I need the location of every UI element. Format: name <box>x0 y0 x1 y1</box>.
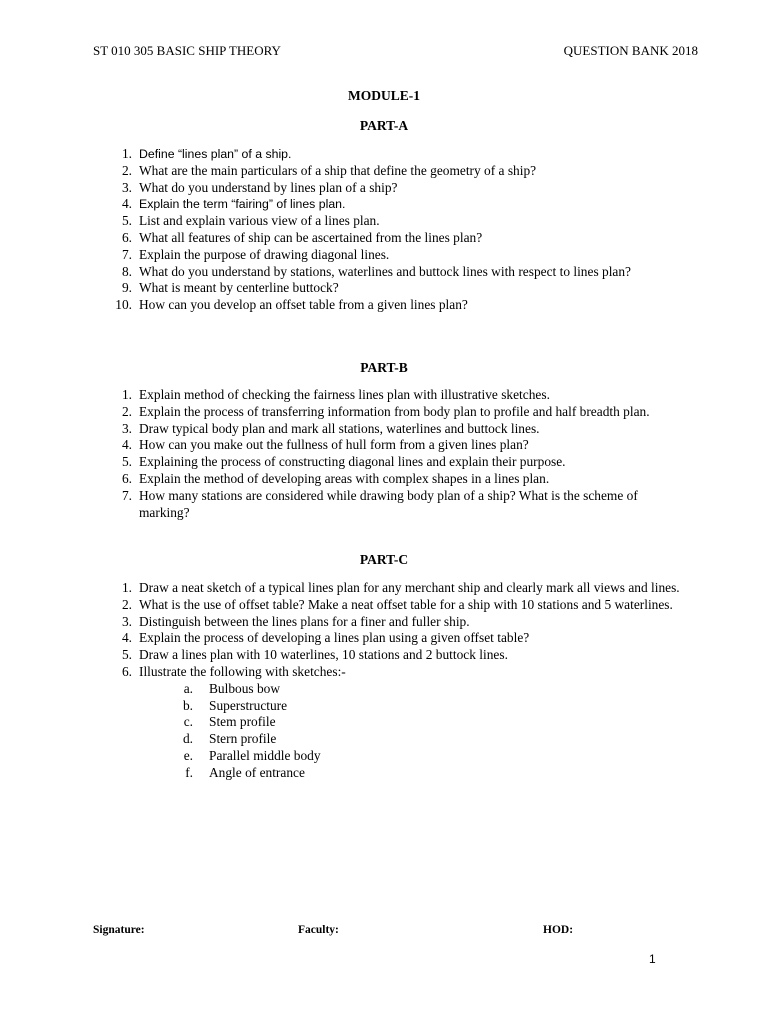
list-item: 6. What all features of ship can be ascertained from the lines plan? <box>106 230 682 247</box>
module-title: MODULE-1 <box>348 88 420 103</box>
question-text: Explaining the process of constructing diagonal lines and explain their purpose. <box>139 454 566 470</box>
list-item: 6. Explain the method of developing areas with complex shapes in a lines plan. <box>106 471 682 488</box>
list-item: 9. What is meant by centerline buttock? <box>106 280 682 297</box>
question-text: Draw typical body plan and mark all stations, waterlines and buttock lines. <box>139 420 540 436</box>
list-item: 4. Explain the term “fairing” of lines plan. <box>106 196 682 213</box>
question-text: How can you make out the fullness of hull form from a given lines plan? <box>139 437 529 453</box>
list-item: 3. What do you understand by lines plan of a ship? <box>106 180 682 197</box>
question-text: What are the main particulars of a ship that define the geometry of a ship? <box>139 162 537 178</box>
header-question-bank: QUESTION BANK 2018 <box>563 43 698 58</box>
list-item: 2. Explain the process of transferring information from body plan to profile and half breadth plan. <box>106 404 682 421</box>
question-text: What is meant by centerline buttock? <box>139 280 339 296</box>
sub-list-item: e. Parallel middle body <box>183 747 321 763</box>
part-c-list <box>106 580 682 782</box>
part-b-list <box>106 387 682 521</box>
question-text: How many stations are considered while drawing body plan of a ship? What is the scheme of marking? <box>139 487 638 520</box>
part-a-title: PART-A <box>359 118 409 133</box>
question-text: Draw a neat sketch of a typical lines plan for any merchant ship and clearly mark all views and lines. <box>139 580 680 595</box>
question-text: Explain the process of transferring information from body plan to profile and half breadth plan. <box>139 403 650 419</box>
list-item: 3. Draw typical body plan and mark all stations, waterlines and buttock lines. <box>106 421 682 438</box>
sub-list-item: f. Angle of entrance <box>185 764 305 780</box>
question-text: Illustrate the following with sketches:- <box>139 663 346 679</box>
list-item: 5. List and explain various view of a lines plan. <box>106 213 682 230</box>
question-text: What do you understand by stations, waterlines and buttock lines with respect to lines plan? <box>139 263 631 279</box>
sub-list-item: a. Bulbous bow <box>183 680 281 696</box>
list-item: 6. Illustrate the following with sketches:- a. Bulbous bow b. Superstructure c. Stem profile d. Stern profile e. Parallel middle body f. Angle of entrance <box>106 664 682 782</box>
part-b-title: PART-B <box>360 360 408 375</box>
question-text: Draw a lines plan with 10 waterlines, 10 stations and 2 buttock lines. <box>139 647 508 663</box>
question-text: Explain the process of developing a lines plan using a given offset table? <box>139 630 530 646</box>
list-item: 3. Distinguish between the lines plans for a finer and fuller ship. <box>106 614 682 631</box>
list-item: 4. How can you make out the fullness of hull form from a given lines plan? <box>106 437 682 454</box>
question-text: Explain the term “fairing” of lines plan. <box>139 197 346 212</box>
list-item: 8. What do you understand by stations, waterlines and buttock lines with respect to lines plan? <box>106 264 682 281</box>
list-item: 4. Explain the process of developing a lines plan using a given offset table? <box>106 630 682 647</box>
question-text: Explain method of checking the fairness lines plan with illustrative sketches. <box>139 387 550 402</box>
list-item: 1. Define “lines plan” of a ship. <box>106 146 682 163</box>
list-item: 1. Explain method of checking the fairness lines plan with illustrative sketches. <box>106 387 682 404</box>
list-item: 2. What is the use of offset table? Make a neat offset table for a ship with 10 stations and 5 waterlines. <box>106 597 682 614</box>
sub-list-item: c. Stem profile <box>183 714 276 730</box>
header-course: ST 010 305 BASIC SHIP THEORY <box>93 43 281 58</box>
question-text: Define “lines plan” of a ship. <box>139 147 292 161</box>
page-number: 1 <box>649 952 656 966</box>
sub-list-item: b. Superstructure <box>182 697 288 713</box>
page-header <box>93 43 698 61</box>
sub-list-item: d. Stern profile <box>182 731 277 747</box>
part-c-title: PART-C <box>359 552 409 567</box>
signature-label: Signature: <box>93 924 145 936</box>
question-text: What do you understand by lines plan of a ship? <box>139 179 398 195</box>
question-text: What is the use of offset table? Make a neat offset table for a ship with 10 stations and 5 waterlines. <box>139 596 673 612</box>
question-text: How can you develop an offset table from a given lines plan? <box>139 297 468 313</box>
list-item: 1. Draw a neat sketch of a typical lines plan for any merchant ship and clearly mark all views and lines. <box>106 580 682 597</box>
list-item: 7. How many stations are considered while drawing body plan of a ship? What is the scheme of marking? <box>106 488 682 522</box>
sketch-sublist <box>139 681 682 782</box>
question-text: List and explain various view of a lines plan. <box>139 213 380 229</box>
list-item: 5. Explaining the process of constructing diagonal lines and explain their purpose. <box>106 454 682 471</box>
faculty-label: Faculty: <box>298 924 339 936</box>
list-item: 5. Draw a lines plan with 10 waterlines, 10 stations and 2 buttock lines. <box>106 647 682 664</box>
list-item: 10. How can you develop an offset table from a given lines plan? <box>106 297 682 314</box>
question-text: Explain the method of developing areas with complex shapes in a lines plan. <box>139 470 550 486</box>
question-text: Distinguish between the lines plans for a finer and fuller ship. <box>139 613 470 629</box>
hod-label: HOD: <box>543 924 574 936</box>
list-item: 2. What are the main particulars of a ship that define the geometry of a ship? <box>106 163 682 180</box>
question-text: What all features of ship can be ascertained from the lines plan? <box>139 229 483 245</box>
part-a-list <box>106 146 682 314</box>
question-text: Explain the purpose of drawing diagonal lines. <box>139 246 390 262</box>
list-item: 7. Explain the purpose of drawing diagonal lines. <box>106 247 682 264</box>
